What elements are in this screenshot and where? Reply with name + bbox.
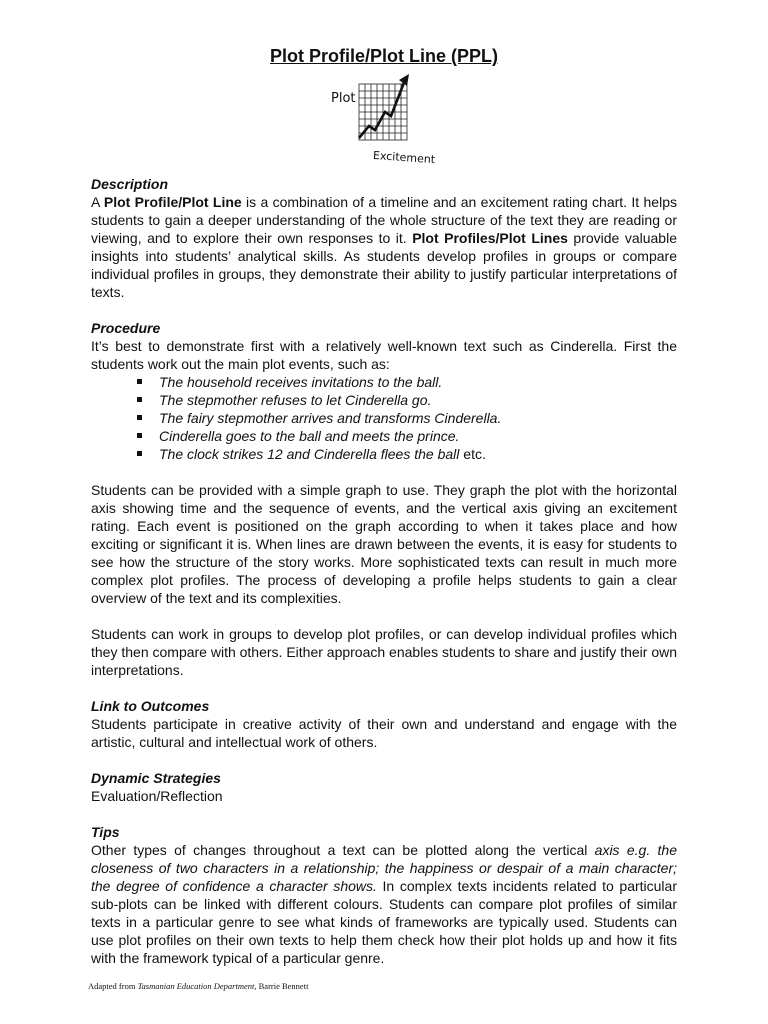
plot-excitement-graph-icon	[329, 72, 439, 168]
list-item: The household receives invitations to the ball.	[91, 373, 677, 391]
list-item: The clock strikes 12 and Cinderella flees the ball etc.	[91, 445, 677, 463]
description-heading: Description	[91, 176, 169, 192]
procedure-paragraph-2: Students can be provided with a simple graph to use. They graph the plot with the horizontal axis showing time and the sequence of events, and the vertical axis giving an excitement rating. Each event is positioned on the graph according to when it takes place and how exciting or significant it is. When lines are drawn between the events, it is easy for students to see how the structure of the story works. More sophisticated texts can result in much more complex plot profiles. The process of developing a profile helps students to gain a clear overview of the text and its complexities.	[91, 482, 677, 606]
list-item: Cinderella goes to the ball and meets the prince.	[91, 427, 677, 445]
source-footer: Adapted from Tasmanian Education Department, Barrie Bennett	[88, 981, 309, 991]
outcomes-paragraph: Students participate in creative activity of their own and understand and engage with the artistic, cultural and intellectual work of others.	[91, 716, 677, 750]
strategies-heading: Dynamic Strategies	[91, 770, 221, 786]
logo-y-label: Plot	[331, 91, 356, 106]
description-paragraph: A Plot Profile/Plot Line is a combination of a timeline and an excitement rating chart. It helps students to gain a deeper understanding of the whole structure of the text they are reading or viewing, and to explore their own responses to it. Plot Profiles/Plot Lines provide valuable insights into students’ analytical skills. As students develop profiles in groups or compare individual profiles in groups, they demonstrate their ability to justify particular interpretations of texts.	[91, 194, 677, 300]
tips-paragraph: Other types of changes throughout a text can be plotted along the vertical axis e.g. the closeness of two characters in a relationship; the happiness or despair of a main character; the degree of confidence a character shows. In complex texts incidents related to particular sub-plots can be linked with different colours. Students can compare plot profiles of similar texts in a particular genre to see what kinds of frameworks are typically used. Students can use plot profiles on their own texts to help them check how their plot holds up and how it fits with the framework typical of a particular genre.	[91, 842, 677, 966]
logo-x-label: Excitement	[372, 148, 436, 167]
outcomes-heading: Link to Outcomes	[91, 698, 210, 714]
list-item: The fairy stepmother arrives and transforms Cinderella.	[91, 409, 677, 427]
procedure-intro: It’s best to demonstrate first with a relatively well-known text such as Cinderella. First the students work out the main plot events, such as:	[91, 338, 677, 372]
page-title: Plot Profile/Plot Line (PPL)	[269, 46, 498, 66]
procedure-paragraph-3: Students can work in groups to develop plot profiles, or can develop individual profiles which they then compare with others. Either approach enables students to share and justify their own interpretations.	[91, 626, 678, 678]
procedure-heading: Procedure	[91, 320, 161, 336]
strategies-text: Evaluation/Reflection	[91, 788, 223, 804]
tips-heading: Tips	[91, 824, 120, 840]
document-page	[91, 44, 677, 967]
plot-events-list	[91, 373, 677, 463]
list-item: The stepmother refuses to let Cinderella go.	[91, 391, 677, 409]
